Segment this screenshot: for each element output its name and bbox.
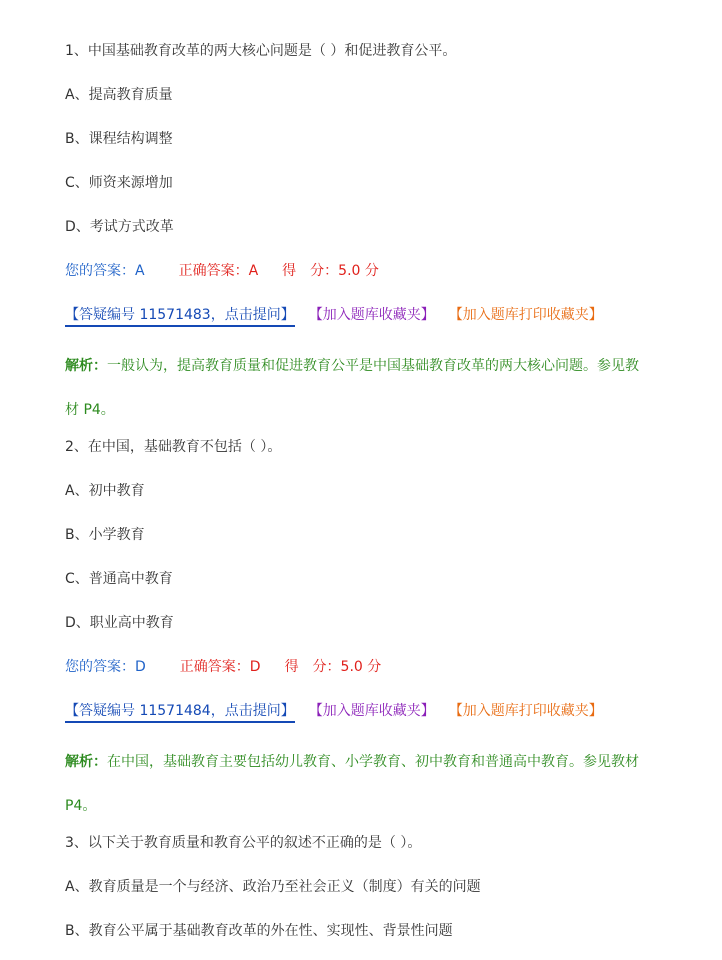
your-answer: 您的答案：D xyxy=(65,659,146,675)
question-block-1 xyxy=(65,36,665,432)
option-c: C、师资来源增加 xyxy=(65,175,173,191)
ask-question-link[interactable]: 【答疑编号 11571483，点击提问】 xyxy=(65,305,295,327)
correct-answer: 正确答案：A xyxy=(178,263,259,279)
explanation-label: 解析： xyxy=(65,358,107,374)
add-print-favorites-link[interactable]: 【加入题库打印收藏夹】 xyxy=(448,703,603,719)
explanation xyxy=(65,740,645,828)
option-b: B、小学教育 xyxy=(65,527,145,543)
score: 得 分：5.0 分 xyxy=(284,659,382,675)
explanation xyxy=(65,344,645,432)
add-favorites-link[interactable]: 【加入题库收藏夹】 xyxy=(308,703,435,719)
option-d: D、考试方式改革 xyxy=(65,219,174,235)
question-list xyxy=(65,36,665,960)
option-a: A、提高教育质量 xyxy=(65,87,173,103)
option-d: D、职业高中教育 xyxy=(65,615,174,631)
question-block-2 xyxy=(65,432,665,828)
option-a: A、初中教育 xyxy=(65,483,145,499)
correct-answer: 正确答案：D xyxy=(179,659,261,675)
explanation-text: 在中国，基础教育主要包括幼儿教育、小学教育、初中教育和普通高中教育。参见教材 P4。 xyxy=(65,754,639,814)
explanation-label: 解析： xyxy=(65,754,107,770)
score: 得 分：5.0 分 xyxy=(282,263,379,279)
option-a: A、教育质量是一个与经济、政治乃至社会正义（制度）有关的问题 xyxy=(65,879,481,895)
ask-question-link[interactable]: 【答疑编号 11571484，点击提问】 xyxy=(65,701,295,723)
question-block-3 xyxy=(65,828,665,960)
option-c: C、普通高中教育 xyxy=(65,571,173,587)
your-answer: 您的答案：A xyxy=(65,263,145,279)
question-stem: 3、以下关于教育质量和教育公平的叙述不正确的是（ ）。 xyxy=(65,835,422,851)
action-links xyxy=(65,696,665,740)
explanation-text: 一般认为，提高教育质量和促进教育公平是中国基础教育改革的两大核心问题。参见教材 P4。 xyxy=(65,358,639,418)
option-b: B、教育公平属于基础教育改革的外在性、实现性、背景性问题 xyxy=(65,923,453,939)
action-links xyxy=(65,300,665,344)
option-b: B、课程结构调整 xyxy=(65,131,173,147)
add-favorites-link[interactable]: 【加入题库收藏夹】 xyxy=(308,307,435,323)
question-stem: 2、在中国，基础教育不包括（ ）。 xyxy=(65,439,282,455)
answer-summary xyxy=(65,256,665,300)
add-print-favorites-link[interactable]: 【加入题库打印收藏夹】 xyxy=(448,307,603,323)
answer-summary xyxy=(65,652,665,696)
question-stem: 1、中国基础教育改革的两大核心问题是（ ）和促进教育公平。 xyxy=(65,43,457,59)
